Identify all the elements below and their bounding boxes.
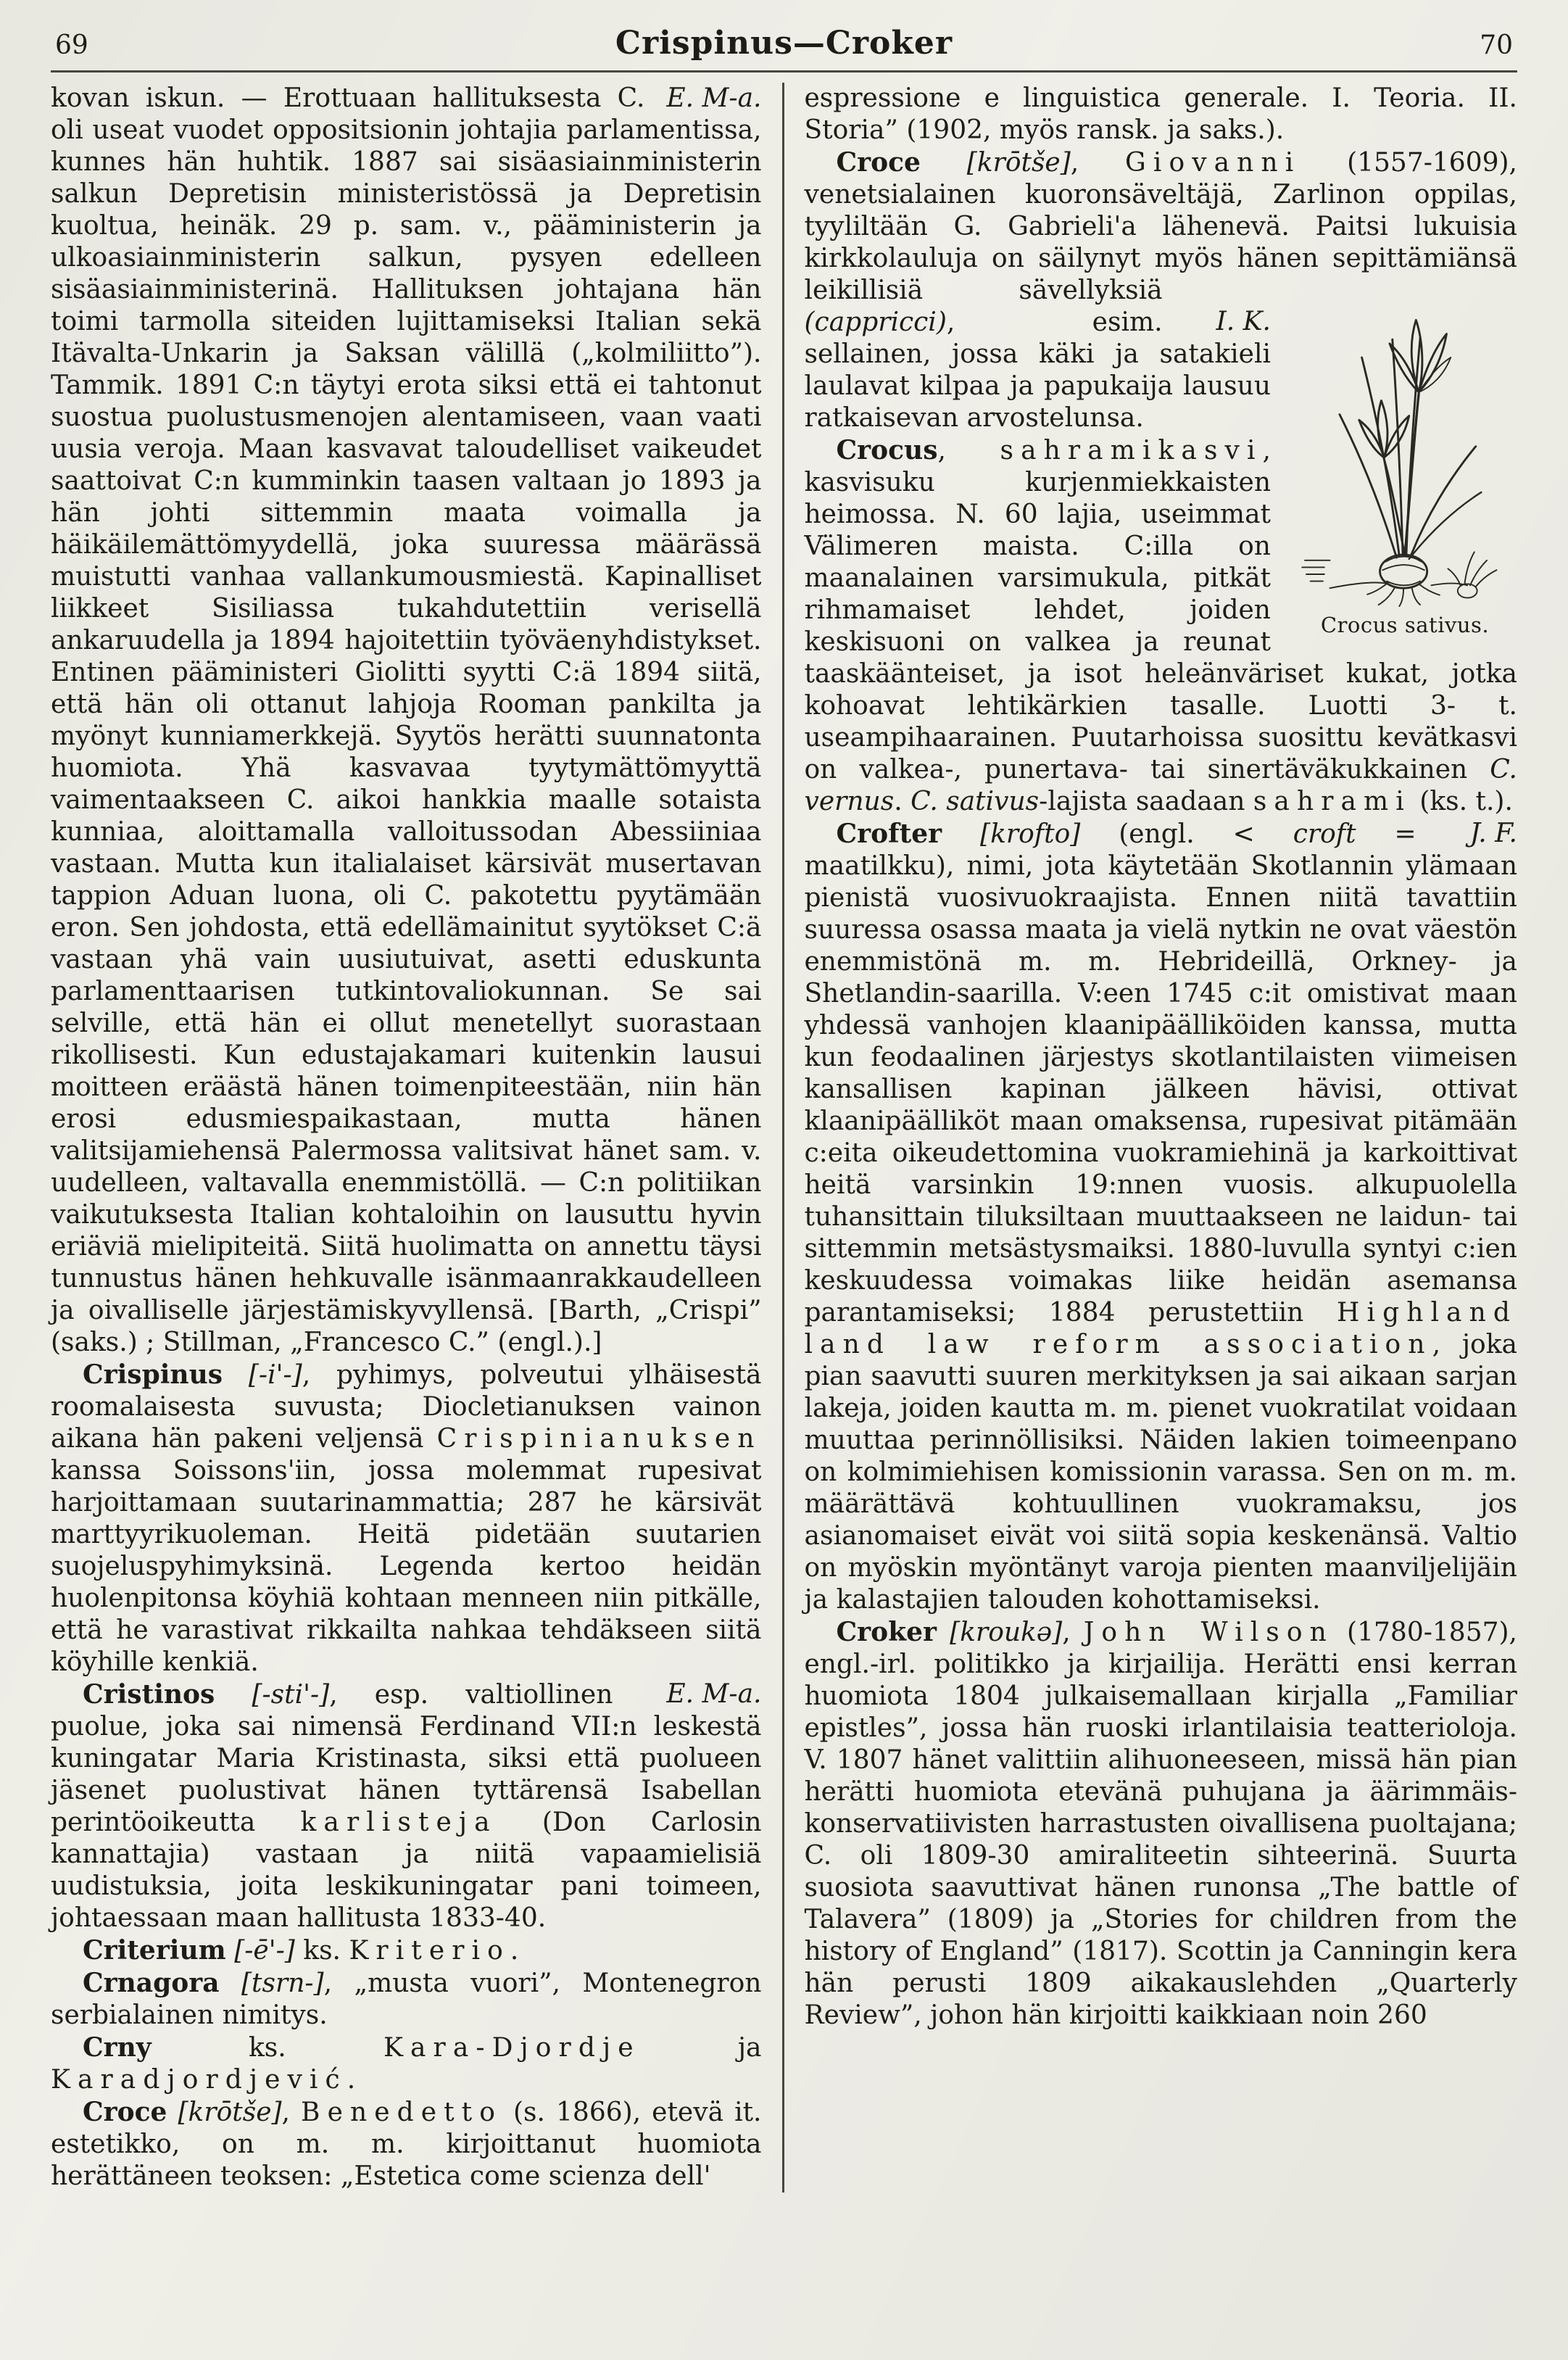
text-run: ,: [281, 2098, 302, 2127]
text-run: , „musta vuori”, Montenegron serbialainen nimitys.: [51, 1968, 762, 2030]
text-run: , esp. valtiollinen puolue, joka sai nimensä Ferdinand VII:n leskestä kuningatar Maria Kristinasta, siksi että puolueen jäsenet puolustivat hänen tyttärensä Isabellan perintöoikeutta: [51, 1680, 762, 1837]
text-run: (1780-1857), engl.-irl. politikko ja kirjailija. Herätti ensi kerran huomiota 1804 julkaisemallaan kirjalla „Familiar epistles”, jossa hän ruoski irlantilaisia teatterioloja. V. 1807 hänet valittiin alihuoneeseen, missä hän pian herätti huomiota etevänä puhujana ja äärimmäis-konservatiivisten harrastusten oivallisena puoltajana; C. oli 1809-30 amiraliteetin sihteerinä. Suurta suosiota saavuttivat hänen runonsa „The battle of Talavera” (1809) ja „Stories for children from the history of England” (1817). Scottin ja Canningin kera hän perusti 1809 aikakauslehden „Quarterly Review”, johon hän kirjoitti kaikkiaan noin 260: [804, 1618, 1517, 2030]
text-columns: [51, 70, 1517, 2193]
entry-croce-benedetto: [51, 2096, 762, 2193]
text-run: = maatilkku), nimi, jota käytetään Skotlannin ylämaan pienistä vuosivuokraajista. Ennen niitä tavattiin suuressa osassa maata ja vielä nytkin ne ovat väestön enemmistönä m. m. Hebrideillä, Orkney- ja Shetlandin-saarilla. V:een 1745 c:it omistivat maan yhdessä vanhojen klaanipäälliköiden kanssa, mutta kun feodaalinen järjestys skotlantilaisten viimeisen kansallisen kapinan jälkeen hävisi, ottivat klaanipäälliköt maan omaksensa, rupesivat pitämään c:eita oikeudettomina vuokramiehinä ja karkoittivat heitä varsinkin 19:nnen vuosis. alkupuolella tuhansittain tiluksiltaan muuttaakseen ne laidun- tai sittemmin metsästysmaiksi. 1880-luvulla syntyi c:ien keskuudessa voimakas liike heidän asemansa parantamiseksi; 1884 perustettiin: [804, 819, 1517, 1328]
text-run: (Don Carlosin kannattajia) vastaan ja niitä vapaamielisiä uudistuksia, joita leskikuningatar pani toimeen, johtaessaan maan hallitusta 1833-40.: [51, 1808, 762, 1933]
text-run: (s. 1866), etevä it. estetikko, on m. m. kirjoittanut huomiota herättäneen teoksen: „Estetica come scienza dell': [51, 2098, 762, 2191]
text-run: Karadjordjević: [51, 2065, 347, 2095]
text-run: kanssa Soissons'iin, jossa molemmat rupesivat harjoittamaan suutarinammattia; 287 he kärsivät marttyyrikuoleman. Heitä pidetään suutarien suojeluspyhimyksinä. Legenda kertoo heidän huolenpitonsa köyhiä kohtaan menneen niin pitkälle, että he varastivat rikkailta nahkaa tehdäkseen siitä köyhille kenkiä.: [51, 1456, 762, 1677]
text-run: sahramikasvi: [1000, 436, 1263, 465]
text-run: .: [894, 787, 911, 816]
text-run: ,: [1062, 1618, 1084, 1647]
text-run: [-ē'-]: [225, 1936, 295, 1966]
text-run: kovan iskun. — Erottuaan hallituksesta C. oli useat vuodet oppositsionin johtajia parlamentissa, kunnes hän huhtik. 1887 sai sisäasiainministerin salkun Depretisin ministeristössä ja Depretisin kuoltua, heinäk. 29 p. sam. v., pääministerin ja ulkoasiainministerin salkun, pysyen edelleen sisäasiainministerinä. Hallituksen johtajana hän toimi tarmolla siteiden lujittamiseksi Italian sekä Itävalta-Unkarin ja Saksan välillä („kolmiliitto”). Tammik. 1891 C:n täytyi erota siksi että ei tahtonut suostua puolustusmenojen alentamiseen, vaan vaati uusia veroja. Maan kasvavat taloudelliset vaikeudet saattoivat C:n kumminkin taasen valtaan jo 1893 ja hän johti sittemmin maata voimalla ja häikäilemättömyydellä, joka suuressa määrässä muistutti vanhaa vallankumousmiestä. Kapinalliset liikkeet Sisiliassa tukahdutettiin verisellä ankaruudella ja 1894 hajoitettiin työväenyhdistykset. Entinen pääministeri Giolitti syytti C:ä 1894 siitä, että hän oli ottanut lahjoja Rooman pankilta ja myönyt kunniamerkkejä. Syytös herätti suunnatonta huomiota. Yhä kasvavaa tyytymättömyyttä vaimentaakseen C. aikoi hankkia maalle sotaista kunniaa, aloittamalla valloitussodan Abessiiniaa vastaan. Mutta kun italialaiset kärsivät musertavan tappion Aduan luona, oli C. pakotettu pyytämään eron. Sen johdosta, että edellämainitut syytökset C:ä vastaan yhä vain uusiutuivat, asetti eduskunta parlamenttaarisen tutkintovaliokunnan. Se sai selville, että hän ei ollut menetellyt suorastaan rikollisesti. Kun edustajakamari kuitenkin lausui moitteen eräästä hänen toimenpiteestään, niin hän erosi edusmiespaikastaan, mutta hänen valitsijamiehensä Palermossa valitsivat hänet sam. v. uudelleen, valtavalla enemmistöllä. — C:n politiikan vaikutuksesta Italian kohtaloihin on lausuttu hyvin eriäviä mielipiteitä. Siitä huolimatta on annettu täysi tunnustus hänen hehkuvalle isänmaanrakkaudelleen ja oivalliselle järjestämiskyvyllensä. [Barth, „Crispi” (saks.) ; Stillman, „Francesco C.” (engl.).]: [51, 83, 762, 1357]
text-run: Croce: [83, 2097, 167, 2127]
text-run: Crocus: [836, 435, 938, 465]
text-run: C. sativus: [910, 787, 1040, 816]
text-run: ,: [937, 436, 1000, 465]
text-run: , esim. sellainen, jossa käki ja satakieli laulavat kilpaa ja papukaija lausuu ratkaisevan arvostelunsa.: [804, 307, 1271, 433]
text-run: sahrami: [1253, 787, 1411, 816]
text-run: (1557-1609), venetsialainen kuoronsäveltäjä, Zarlinon oppilas, tyyliltään G. Gabrieli'a lähenevä. Paitsi lukuisia kirkkolauluja on säilynyt myös hänen sepittämiänsä leikillisiä sävellyksiä: [804, 148, 1518, 305]
text-run: karlisteja: [300, 1808, 497, 1837]
author-initials: J. F.: [1469, 819, 1517, 848]
page-header: [51, 25, 1517, 70]
text-run: [-i'-]: [223, 1360, 302, 1390]
left-column: [51, 83, 784, 2193]
text-run: Crispinianuksen: [436, 1424, 762, 1454]
text-run: John Wilson: [1083, 1618, 1334, 1647]
page-number-left: 69: [55, 30, 88, 60]
text-run: Croker: [836, 1617, 937, 1647]
text-run: ks.: [294, 1936, 349, 1966]
entry-cristinos: [51, 1678, 762, 1934]
text-run: croft: [1293, 819, 1356, 849]
text-run: [krofto]: [942, 819, 1081, 849]
text-run: ja: [640, 2033, 762, 2063]
page-title: Crispinus—Croker: [615, 25, 953, 62]
author-initials: I. K.: [1216, 307, 1271, 336]
author-initials: E. M-a.: [666, 83, 762, 113]
text-run: (ks. t.).: [1411, 787, 1513, 816]
text-run: Crnagora: [83, 1968, 220, 1998]
text-run: [krōtše]: [920, 148, 1071, 178]
entry-crny: [51, 2032, 762, 2096]
entry-crispinus: [51, 1359, 762, 1678]
text-run: , pyhimys, polveutui ylhäisestä roomalaisesta suvusta; Diocletianuksen vainon aikana hän pakeni veljensä: [51, 1360, 762, 1454]
entry-crnagora: [51, 1967, 762, 2032]
entry-croce-benedetto-continuation: [805, 83, 1518, 146]
right-column: [784, 83, 1518, 2193]
crocus-figure: [1293, 309, 1517, 638]
text-run: ks.: [151, 2033, 384, 2063]
text-run: .: [510, 1936, 519, 1966]
text-run: [tsrn-]: [219, 1968, 324, 1998]
text-run: Benedetto: [301, 2098, 502, 2127]
text-run: Cristinos: [83, 1679, 215, 1710]
text-run: Crispinus: [83, 1359, 223, 1390]
text-run: [krōtše]: [167, 2098, 282, 2127]
entry-criterium: [51, 1934, 762, 1967]
text-run: Kriterio: [349, 1936, 510, 1966]
text-run: , joka pian saavutti suuren merkityksen ja sai aikaan sarjan lakeja, joiden kautta m. m. pienet vuokratilat voidaan muuttaa perinnöllisiksi. Näiden lakien toimeenpano on kolmimiehisen komissionin varassa. Sen on m. m. määrättävä kohtuullinen vuokramaksu, jos asianomaiset eivät voi siitä sopia keskenänsä. Valtio on myöskin myöntänyt varoja pienten maanviljelijäin ja kalastajien talouden kohottamiseksi.: [804, 1330, 1517, 1615]
text-run: Crofter: [836, 819, 942, 849]
text-run: Kara-Djordje: [383, 2033, 641, 2063]
author-initials: E. M-a.: [666, 1679, 762, 1709]
entry-crofter: [805, 818, 1518, 1616]
crocus-plant-icon: [1296, 309, 1514, 608]
text-run: Criterium: [83, 1935, 226, 1966]
text-run: , kasvisuku kurjenmiekkaisten heimossa. N. 60 lajia, useimmat Välimeren maista. C:illa on maanalainen varsimukula, pitkät rihmamaiset lehdet, joiden keskisuoni on valkea ja reunat taaskäänteiset, ja isot heleänväriset kukat, jotka kohoavat lehtikärkien tasalle. Luotti 3- t. useampihaarainen. Puutarhoissa suosittu kevätkasvi on valkea-, punertava- tai sinertäväkukkainen: [804, 436, 1517, 784]
page-number-right: 70: [1480, 30, 1513, 60]
text-run: [kroukə]: [936, 1618, 1063, 1647]
text-run: (cappricci): [804, 307, 947, 337]
text-run: ,: [1070, 148, 1126, 178]
text-run: Crny: [83, 2032, 152, 2063]
figure-caption: Crocus sativus.: [1320, 613, 1490, 637]
text-run: (engl. <: [1080, 819, 1293, 849]
text-run: C. vernus: [804, 755, 1517, 816]
text-run: [-sti'-]: [215, 1680, 330, 1710]
entry-crispi-continuation: [51, 83, 762, 1359]
text-run: .: [347, 2065, 356, 2095]
text-run: -lajista saadaan: [1039, 787, 1253, 816]
entry-croker: [805, 1616, 1518, 2032]
text-run: Croce: [836, 147, 921, 178]
text-run: espressione e linguistica generale. I. Teoria. II. Storia” (1902, myös ransk. ja saks.).: [804, 83, 1517, 145]
text-run: Highland land law reform association: [804, 1298, 1517, 1359]
text-run: Giovanni: [1125, 148, 1301, 178]
